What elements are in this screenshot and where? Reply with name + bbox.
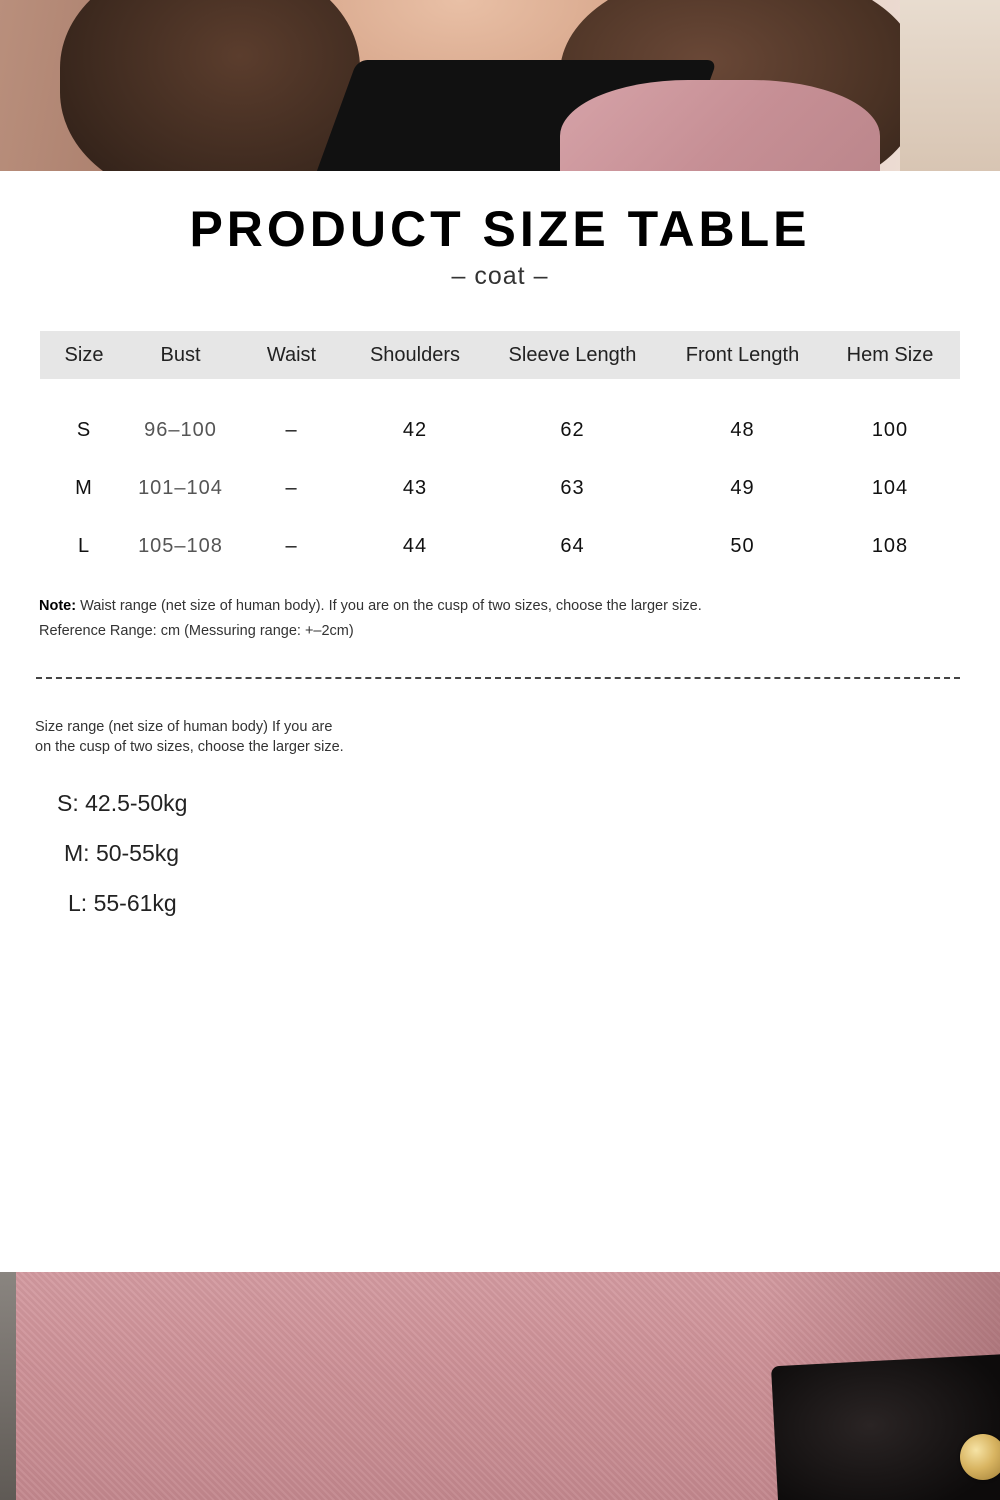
cell-waist: – xyxy=(285,476,298,499)
size-range-line-1: Size range (net size of human body) If you are xyxy=(35,719,333,735)
cell-shoulders: 42 xyxy=(402,418,428,441)
size-range-line-2: on the cusp of two sizes, choose the larger size. xyxy=(35,739,344,755)
cell-bust: 96–100 xyxy=(144,418,217,441)
cell-bust: 105–108 xyxy=(138,534,223,557)
column-header-size: Size xyxy=(40,331,128,379)
table-header-row xyxy=(40,331,960,379)
cell-front-length: 48 xyxy=(730,418,755,441)
cell-sleeve-length: 63 xyxy=(560,476,585,499)
note-line xyxy=(39,594,702,619)
page-title: PRODUCT SIZE TABLE xyxy=(189,201,811,257)
cell-shoulders: 43 xyxy=(402,476,428,499)
weight-range-s: S: 42.5-50kg xyxy=(57,790,188,816)
cell-shoulders: 44 xyxy=(402,534,428,557)
cell-waist: – xyxy=(285,534,298,557)
page-subtitle: – coat – xyxy=(451,262,549,290)
table-row xyxy=(40,401,960,459)
cell-size: L xyxy=(77,534,91,557)
cell-hem-size: 104 xyxy=(871,476,909,499)
model-photo-top xyxy=(0,0,1000,171)
size-table xyxy=(40,331,960,575)
cell-hem-size: 108 xyxy=(871,534,909,557)
cell-waist: – xyxy=(285,418,298,441)
size-note xyxy=(39,594,702,644)
size-range-description xyxy=(35,717,395,757)
column-header-hem-size: Hem Size xyxy=(820,331,960,379)
column-header-front-length: Front Length xyxy=(665,331,820,379)
cell-bust: 101–104 xyxy=(138,476,223,499)
note-text: Waist range (net size of human body). If you are on the cusp of two sizes, choose the larger size. xyxy=(76,598,702,614)
column-header-bust: Bust xyxy=(128,331,233,379)
cell-size: M xyxy=(75,476,93,499)
cell-sleeve-length: 64 xyxy=(560,534,585,557)
weight-range-l: L: 55-61kg xyxy=(68,890,177,916)
column-header-shoulders: Shoulders xyxy=(350,331,480,379)
coat-detail-photo-bottom xyxy=(0,1272,1000,1500)
cell-front-length: 50 xyxy=(730,534,755,557)
cell-front-length: 49 xyxy=(730,476,755,499)
cell-hem-size: 100 xyxy=(871,418,909,441)
table-row xyxy=(40,459,960,517)
weight-range-m: M: 50-55kg xyxy=(64,840,180,866)
note-label: Note: xyxy=(39,598,77,614)
cell-sleeve-length: 62 xyxy=(560,418,585,441)
column-header-waist: Waist xyxy=(233,331,350,379)
table-row xyxy=(40,517,960,575)
reference-range: Reference Range: cm (Messuring range: +–2cm) xyxy=(39,623,354,639)
cell-size: S xyxy=(76,418,92,441)
dashed-divider xyxy=(36,677,960,679)
column-header-sleeve-length: Sleeve Length xyxy=(480,331,665,379)
